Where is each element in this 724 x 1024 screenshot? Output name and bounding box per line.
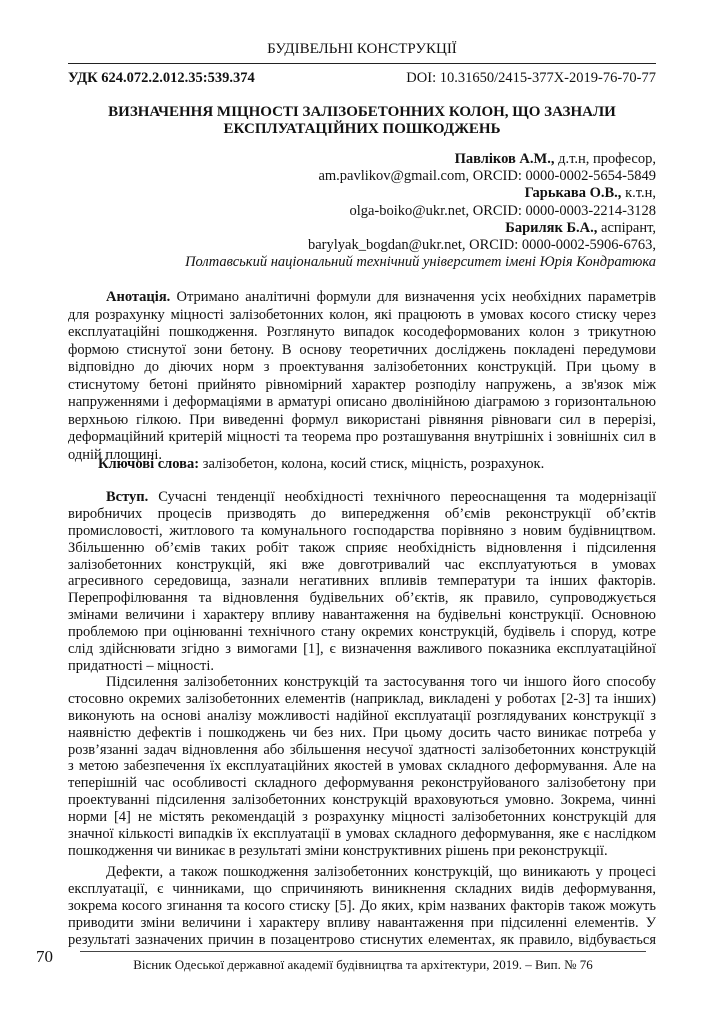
- title-line: ЕКСПЛУАТАЦІЙНИХ ПОШКОДЖЕНЬ: [223, 120, 501, 137]
- line-text: залізобетонних конструкцій, які вже довготривалий час експлуатуються в умовах: [68, 556, 656, 573]
- line-text: Сучасні тенденції необхідності технічного переоснащення та модернізації: [148, 489, 656, 505]
- abstract: [68, 289, 656, 464]
- line-text: одній площині.: [68, 446, 162, 463]
- author-name: Гарькава О.В.,: [524, 185, 622, 202]
- line-text: результаті зазначених причин в позацентрово стиснутих елементах, як правило, відбувається: [68, 931, 656, 948]
- introduction-paragraph: [68, 489, 656, 675]
- line-text: агресивного середовища, зазнали негативних впливів температури та інших факторів.: [68, 573, 656, 590]
- text-line: [68, 489, 656, 506]
- line-text: стиснутому бетоні прийнято рівномірний характер розподілу напружень, а зв'язок між: [68, 376, 656, 393]
- line-text: значної кількості випадків їх експлуатації в умовах складного деформування, яке є наслідком: [68, 826, 656, 843]
- paragraph-lead: Ключові слова:: [98, 456, 200, 472]
- line-text: Збільшенню об’ємів таких робіт також сприяє необхідність відновлення і підсилення: [68, 539, 656, 556]
- line-text: для розрахунку міцності залізобетонних колон, які працюють в умовах косого стиску через: [68, 306, 656, 323]
- line-text: теперішній час особливості складного деформування реконструйованого залізобетону при: [68, 775, 656, 792]
- line-text: наявністю дефектів і пошкоджень чи без них. При цьому досить часто виникає потреба у: [68, 724, 656, 741]
- text-line: [68, 742, 656, 759]
- line-text: Отримано аналітичні формули для визначення усіх необхідних параметрів: [170, 289, 656, 305]
- text-line: [68, 412, 656, 430]
- author-contact: barylyak_bogdan@ukr.net, ORCID: 0000-0002-5906-6763,: [307, 237, 656, 254]
- doi: DOI: 10.31650/2415-377X-2019-76-70-77: [406, 70, 656, 86]
- text-line: [68, 557, 656, 574]
- line-text: норми [4] не містять рекомендацій з розрахунку міцності залізобетонних конструкцій для: [68, 809, 656, 826]
- text-line: [68, 775, 656, 792]
- text-line: [68, 809, 656, 826]
- paragraph-lead: Анотація.: [106, 289, 171, 305]
- author-contact: olga-boiko@ukr.net, ORCID: 0000-0003-2214-3128: [349, 202, 656, 219]
- text-line: [68, 540, 656, 557]
- author-line: [185, 185, 656, 202]
- line-text: формою стиснутої зони бетону. В основу теоретичних досліджень покладені передумови: [68, 341, 656, 358]
- text-line: [68, 429, 656, 447]
- line-text: напруженнями і деформаціями в арматурі описано дволінійною діаграмою з горизонтальною: [68, 394, 656, 410]
- line-text: стосовно окремих залізобетонних елементів (наприклад, викладені у роботах [2-3] та інших): [68, 690, 656, 707]
- udk-code: УДК 624.072.2.012.35:539.374: [68, 70, 255, 86]
- text-line: [68, 359, 656, 377]
- body-paragraph: [68, 864, 656, 948]
- line-text: пошкодження чи виникає в результаті зміни конструктивних рішень при реконструкції.: [68, 842, 608, 859]
- text-line: [68, 932, 656, 949]
- author-line: [185, 151, 656, 168]
- line-text: Перепрофілювання та відновлення будівельних об’єктів, як правило, супроводжується: [68, 590, 656, 607]
- header-rule: [68, 63, 656, 64]
- author-role: д.т.н, професор,: [554, 151, 656, 167]
- text-line: [68, 641, 656, 658]
- line-text: розв’язанні задач відновлення або збільшення несучої здатності залізобетонних конструкцій: [68, 741, 656, 758]
- text-line: [68, 843, 656, 860]
- text-line: [68, 307, 656, 325]
- line-text: зокрема косого згинання та косого стиску [5]. До яких, крім названих факторів також можуть: [68, 897, 656, 914]
- title-line: ВИЗНАЧЕННЯ МІЦНОСТІ ЗАЛІЗОБЕТОННИХ КОЛОН, ЩО ЗАЗНАЛИ: [108, 104, 616, 120]
- text-line: [68, 725, 656, 742]
- text-line: [68, 342, 656, 360]
- line-text: експлуатаційні пошкодження. Розглянуто випадок косодеформованих колон з трикутною: [68, 324, 656, 340]
- text-line: [68, 658, 656, 675]
- author-contact: am.pavlikov@gmail.com, ORCID: 0000-0002-5654-5849: [318, 168, 656, 185]
- line-text: залізобетон, колона, косий стиск, міцність, розрахунок.: [199, 456, 545, 472]
- running-header: БУДІВЕЛЬНІ КОНСТРУКЦІЇ: [267, 41, 457, 57]
- text-line: [68, 624, 656, 641]
- line-text: приводити зміни величини і характеру впливу навантаження при підсиленні елементів. У: [68, 914, 656, 931]
- paragraph-lead: Вступ.: [106, 489, 149, 505]
- text-line: [68, 708, 656, 725]
- line-text: придатності – міцності.: [68, 657, 214, 674]
- text-line: [68, 915, 656, 932]
- author-block: [185, 151, 656, 271]
- text-line: [68, 590, 656, 607]
- line-text: Дефекти, а також пошкодження залізобетонних конструкцій, що виникають у процесі: [106, 864, 656, 880]
- footer-rule: [80, 951, 646, 952]
- line-text: проблемою при оцінюванні технічного стану окремих конструкцій, будівель і споруд, котре: [68, 624, 656, 641]
- text-line: [68, 826, 656, 843]
- line-text: промисловості, житлового та комунального господарства порівняно з новим будівництвом.: [68, 522, 656, 539]
- line-text: деформаційний критерій міцності та теорема про розташування внутрішніх і зовнішніх сил в: [68, 429, 656, 445]
- text-line: [68, 394, 656, 412]
- line-text: експлуатації, є чинниками, що спричиняють виникнення складних видів деформування,: [68, 880, 656, 897]
- text-line: [68, 456, 656, 473]
- text-line: [68, 864, 656, 881]
- journal-footer: Вісник Одеської державної академії будівництва та архітектури, 2019. – Вип. № 76: [133, 957, 593, 972]
- body-paragraph: [68, 674, 656, 860]
- line-text: змінами величини і характеру впливу навантаження на будівельні конструкції. Основною: [68, 607, 656, 624]
- line-text: верхньою гілкою. При виведенні формул використані рівняння рівноваги сил в перерізі,: [68, 411, 656, 428]
- affiliation: Полтавський національний технічний університет імені Юрія Кондратюка: [185, 254, 656, 271]
- author-name: Бариляк Б.А.,: [505, 219, 598, 236]
- text-line: [68, 377, 656, 395]
- keywords: [68, 456, 656, 473]
- author-name: Павліков А.М.,: [454, 151, 555, 167]
- author-role: к.т.н,: [621, 185, 656, 202]
- line-text: виробничих процесів призводять до випередження об’ємів реконструкції об’єктів: [68, 505, 656, 522]
- text-line: [68, 758, 656, 775]
- text-line: [68, 691, 656, 708]
- line-text: відповідно до діючих норм з проектування залізобетонних конструкцій. При цьому в: [68, 359, 656, 375]
- line-text: Підсилення залізобетонних конструкцій та застосування того чи іншого його способу: [106, 674, 656, 690]
- line-text: з метою забезпечення їх експлуатаційних якостей в умовах складного деформування. Але на: [68, 758, 656, 775]
- article-title: [68, 104, 656, 137]
- line-text: виконують на основі аналізу можливості надійної експлуатації розглядуваних конструкції з: [68, 707, 656, 724]
- text-line: [68, 573, 656, 590]
- line-text: слід здійснювати згідно з вимогами [1], є визначення важливого показника експлуатаційної: [68, 641, 656, 658]
- text-line: [68, 674, 656, 691]
- author-line: [185, 220, 656, 237]
- text-line: [68, 792, 656, 809]
- text-line: [68, 607, 656, 624]
- text-line: [68, 289, 656, 307]
- text-line: [68, 324, 656, 342]
- text-line: [68, 898, 656, 915]
- author-role: аспірант,: [597, 219, 656, 236]
- text-line: [68, 506, 656, 523]
- text-line: [68, 523, 656, 540]
- line-text: проектуванні підсилення залізобетонних конструкцій враховуються умовно. Зокрема, чинні: [68, 792, 656, 809]
- text-line: [68, 881, 656, 898]
- page-number: 70: [36, 947, 53, 966]
